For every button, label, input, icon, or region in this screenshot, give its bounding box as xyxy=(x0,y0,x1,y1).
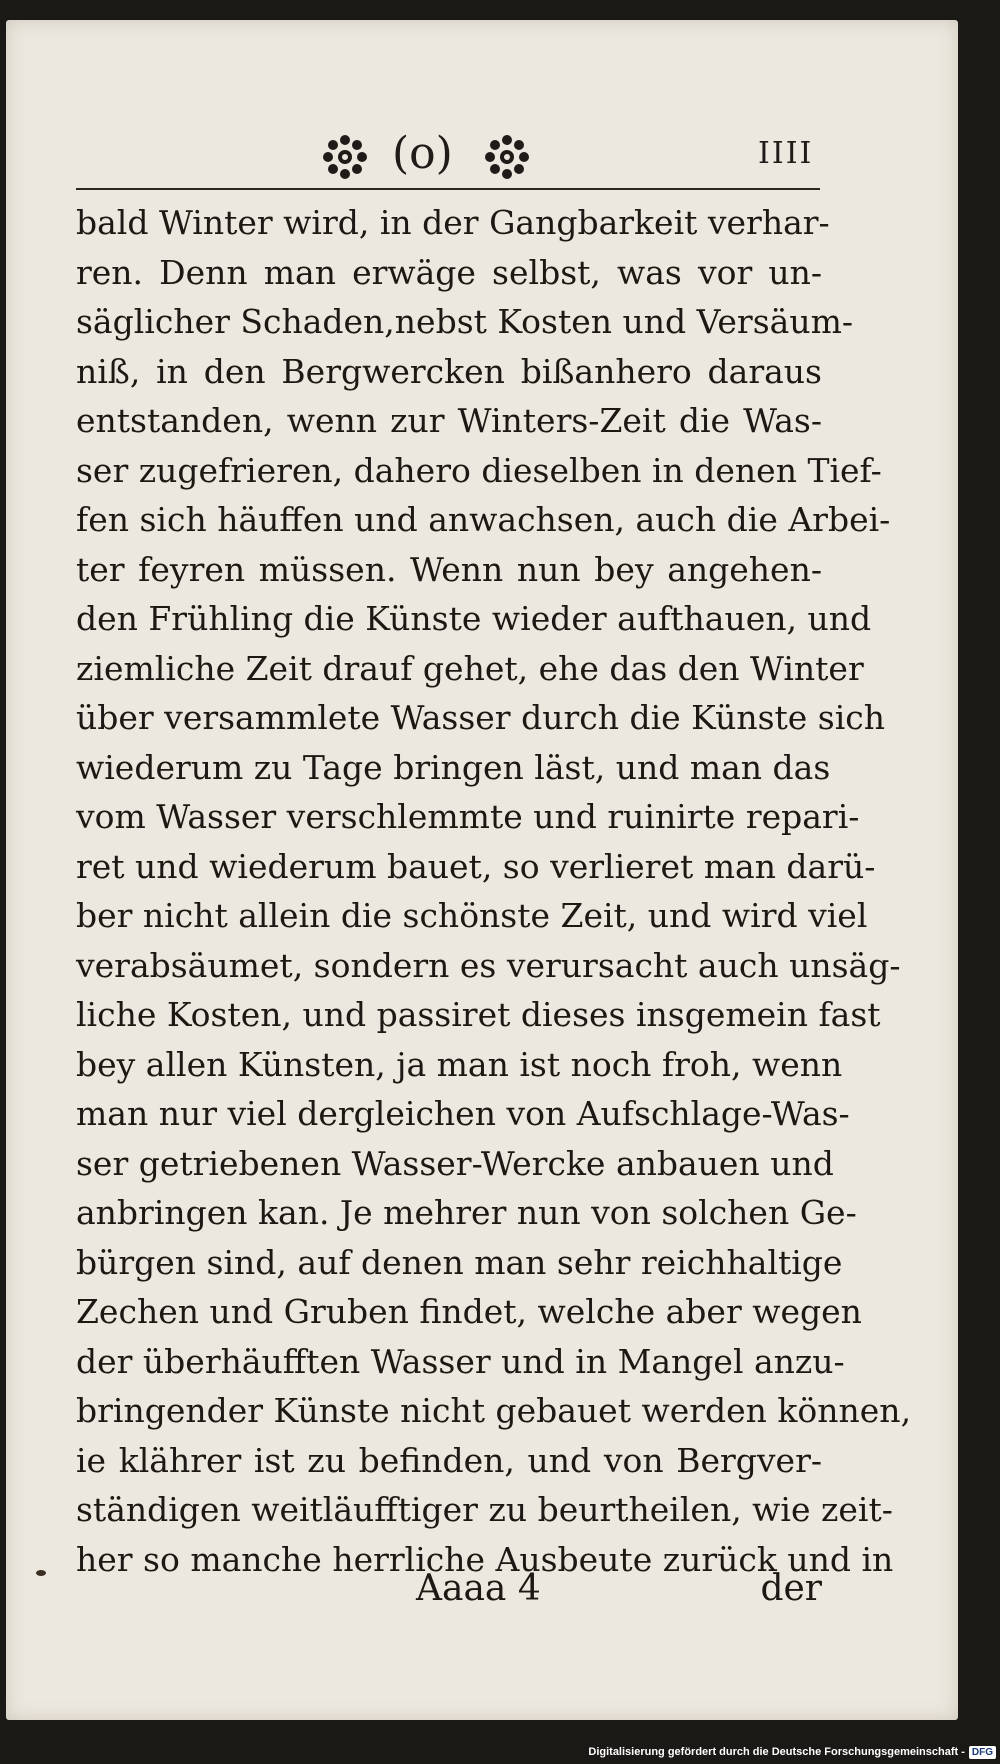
page-footer-marks xyxy=(76,1568,822,1618)
text-line: wiederum zu Tage bringen läst, und man das xyxy=(76,747,831,787)
text-line: ie klährer ist zu befinden, und von Bergver- xyxy=(76,1440,822,1480)
floral-ornament-icon xyxy=(484,134,530,180)
ink-stain xyxy=(36,1570,46,1576)
dfg-logo-icon: DFG xyxy=(969,1746,996,1759)
text-line: ser zugefrieren, dahero dieselben in denen Tief- xyxy=(76,450,882,490)
text-line: verabsäumet, sondern es verursacht auch unsäg- xyxy=(76,945,901,985)
text-line: fen sich häuffen und anwachsen, auch die Arbei- xyxy=(76,500,891,539)
header-rule xyxy=(76,188,820,190)
text-line: über versammlete Wasser durch die Künste sich xyxy=(76,698,886,737)
text-line: bringender Künste nicht gebauet werden können, xyxy=(76,1391,912,1430)
text-line: Zechen und Gruben findet, welche aber wegen xyxy=(76,1292,862,1331)
text-line: man nur viel dergleichen von Aufschlage-Was- xyxy=(76,1094,850,1133)
header-signature-mark: (o) xyxy=(392,128,453,179)
text-line: ter feyren müssen. Wenn nun bey angehen- xyxy=(76,549,822,589)
text-line: säglicher Schaden,nebst Kosten und Versäum- xyxy=(76,302,854,341)
book-page xyxy=(6,20,958,1720)
text-line: niß, in den Bergwercken bißanhero daraus xyxy=(76,351,822,391)
text-line: vom Wasser verschlemmte und ruinirte repari- xyxy=(76,797,860,836)
text-line: bey allen Künsten, ja man ist noch froh, wenn xyxy=(76,1044,843,1084)
text-line: den Frühling die Künste wieder aufthauen, und xyxy=(76,599,872,638)
catchword: der xyxy=(760,1568,822,1609)
text-line: ren. Denn man erwäge selbst, was vor un- xyxy=(76,252,822,292)
text-line: ständigen weitläufftiger zu beurtheilen, wie zeit- xyxy=(76,1490,893,1529)
text-line: ser getriebenen Wasser-Wercke anbauen und xyxy=(76,1143,834,1183)
text-line: der überhäufften Wasser und in Mangel anzu- xyxy=(76,1341,845,1381)
text-line: anbringen kan. Je mehrer nun von solchen Ge- xyxy=(76,1193,857,1232)
credit-text: Digitalisierung gefördert durch die Deutsche Forschungsgemeinschaft - xyxy=(588,1746,965,1758)
text-line: entstanden, wenn zur Winters-Zeit die Was- xyxy=(76,401,822,440)
body-text xyxy=(76,198,912,1584)
text-line: her so manche herrliche Ausbeute zurück und in xyxy=(76,1539,894,1579)
text-line: bald Winter wird, in der Gangbarkeit verhar- xyxy=(76,203,830,242)
page-number: IIII xyxy=(758,136,814,171)
floral-ornament-icon xyxy=(322,134,368,180)
text-line: ber nicht allein die schönste Zeit, und wird viel xyxy=(76,896,868,935)
digitization-credit xyxy=(588,1742,996,1762)
text-line: ret und wiederum bauet, so verlieret man darü- xyxy=(76,846,876,886)
text-line: bürgen sind, auf denen man sehr reichhaltige xyxy=(76,1242,843,1282)
signature-mark: Aaaa 4 xyxy=(416,1568,541,1609)
text-line: ziemliche Zeit drauf gehet, ehe das den Winter xyxy=(76,648,864,688)
text-line: liche Kosten, und passiret dieses insgemein fast xyxy=(76,995,881,1034)
